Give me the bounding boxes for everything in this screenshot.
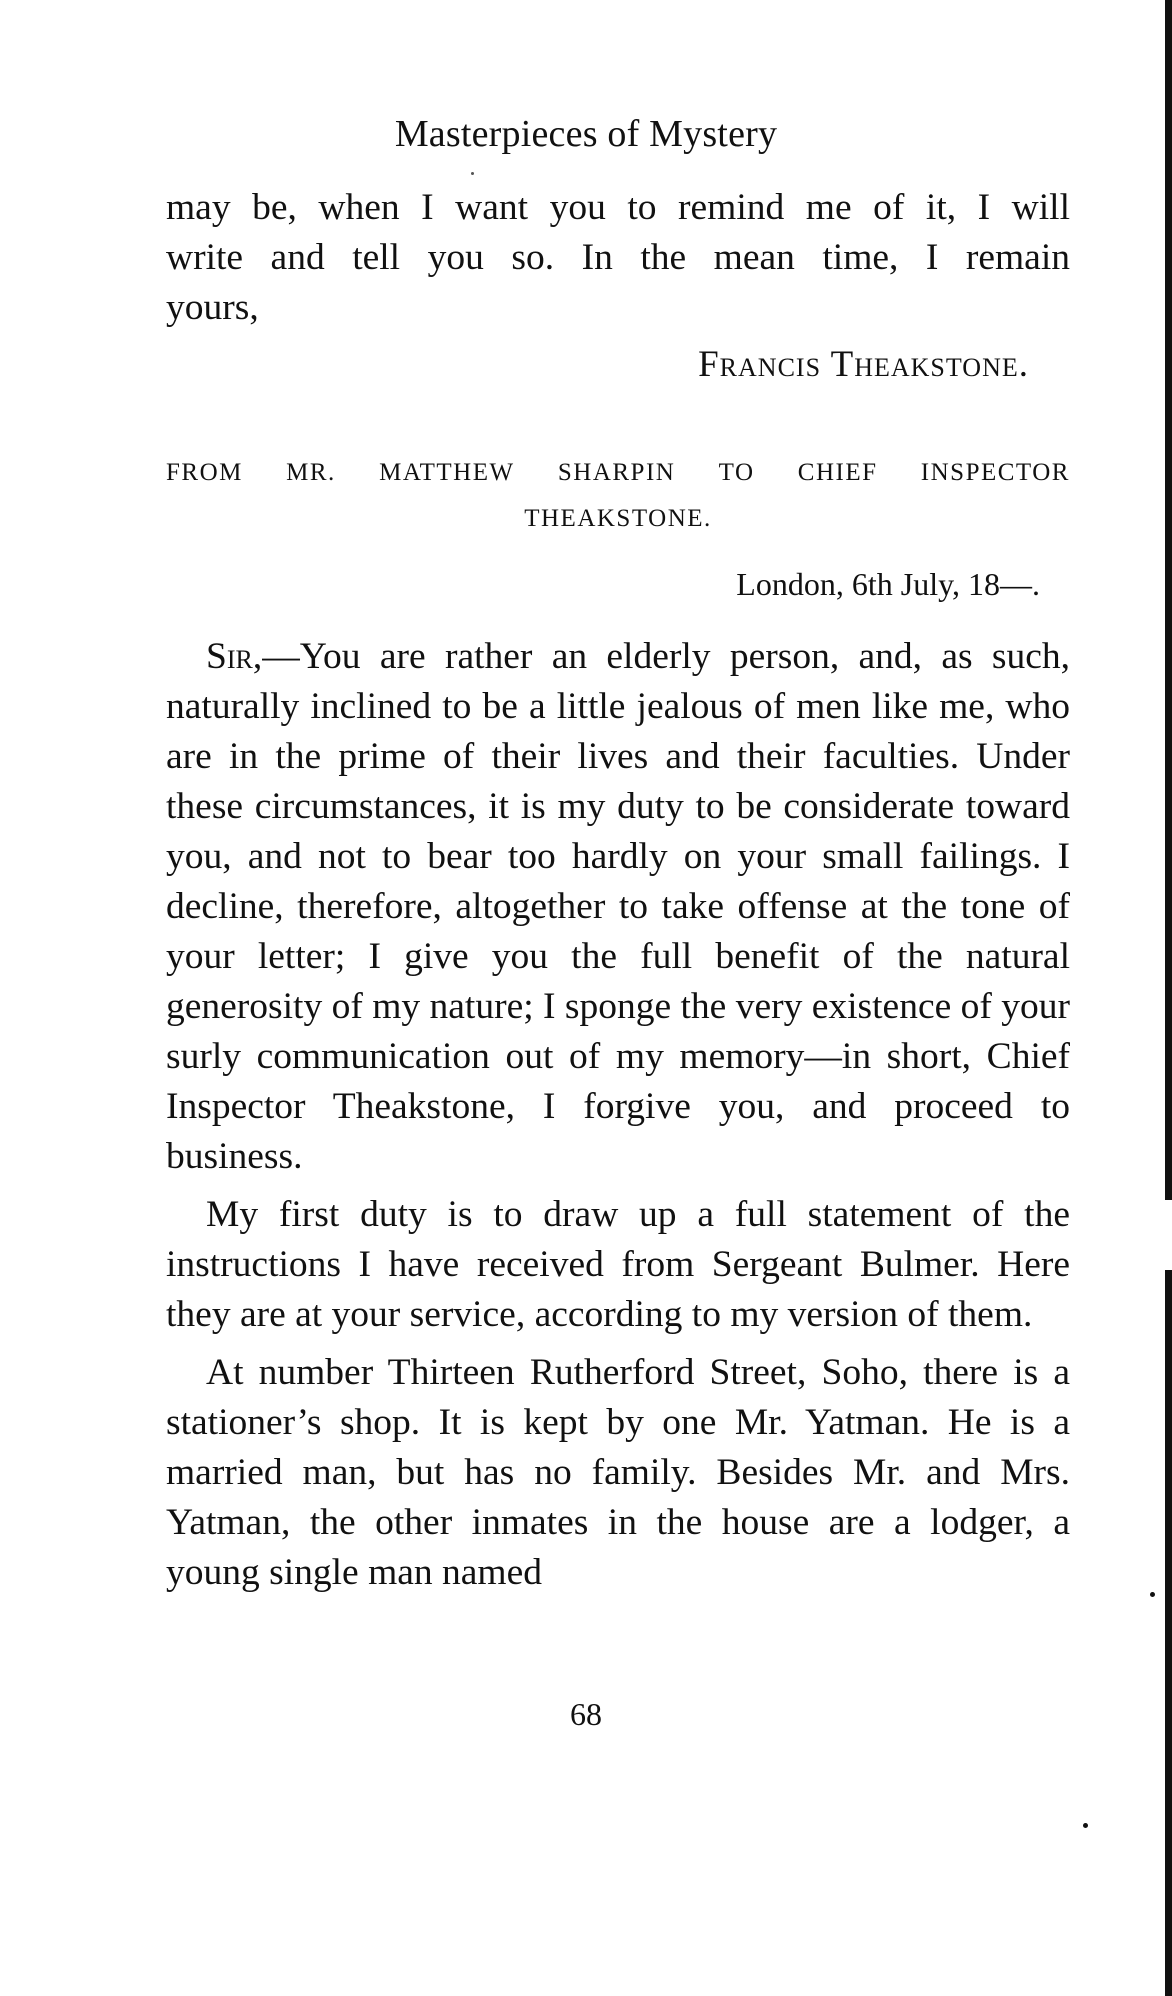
heading-word: INSPECTOR [920, 459, 1070, 486]
salutation: Sir, [206, 636, 263, 677]
paragraph: My first duty is to draw up a full statement of the instructions I have received from Sergeant Bulmer. Here they are at your service, according to my version of them. [166, 1194, 1070, 1335]
heading-word: MATTHEW [379, 459, 515, 486]
scan-speck [1150, 1592, 1155, 1597]
paragraph: At number Thirteen Rutherford Street, Soho, there is a stationer’s shop. It is kept by one Mr. Yatman. He is a married man, but has no family. Besides Mr. and Mrs. Yatman, the other inmates in the house are a lodger, a young single man named [166, 1352, 1070, 1593]
heading-word: MR. [286, 459, 336, 486]
print-speck [471, 172, 474, 175]
signature-francis-theakstone: Francis Theakstone. [698, 344, 1029, 385]
heading-word: SHARPIN [557, 459, 676, 486]
heading-word: CHIEF [797, 459, 878, 486]
letter-closing-text [166, 183, 1070, 333]
letter-heading [166, 450, 1070, 542]
paragraph [166, 632, 1070, 1182]
text-line: may be, when I want you to remind me of it, I will [166, 187, 1070, 228]
page-number: 68 [570, 1696, 602, 1732]
paragraph-text: —You are rather an elderly person, and, as such, naturally inclined to be a little jealous of men like me, who are in the prime of their lives and their faculties. Under these circumstances, it is my duty to be considerate toward you, and not to bear too hardly on your small failings. I decline, therefore, altogether to take offense at the tone of your letter; I give you the full benefit of the natural generosity of my nature; I sponge the very existence of your surly communication out of my memory—in short, Chief Inspector Theakstone, I forgive you, and proceed to business. [166, 636, 1070, 1177]
dateline: London, 6th July, 18—. [736, 566, 1040, 602]
running-head: Masterpieces of Mystery [394, 113, 778, 155]
heading-line-2: THEAKSTONE. [524, 505, 712, 532]
text-line: write and tell you so. In the mean time, I remain [166, 237, 1070, 278]
heading-line-1 [166, 450, 1070, 496]
heading-word: TO [718, 459, 755, 486]
letter-body [166, 632, 1070, 1598]
heading-word: FROM [166, 459, 243, 486]
scan-edge-shadow [1165, 0, 1172, 1200]
scan-edge-shadow [1165, 1270, 1172, 1996]
scan-speck [1083, 1823, 1088, 1828]
text-line: yours, [166, 287, 259, 328]
